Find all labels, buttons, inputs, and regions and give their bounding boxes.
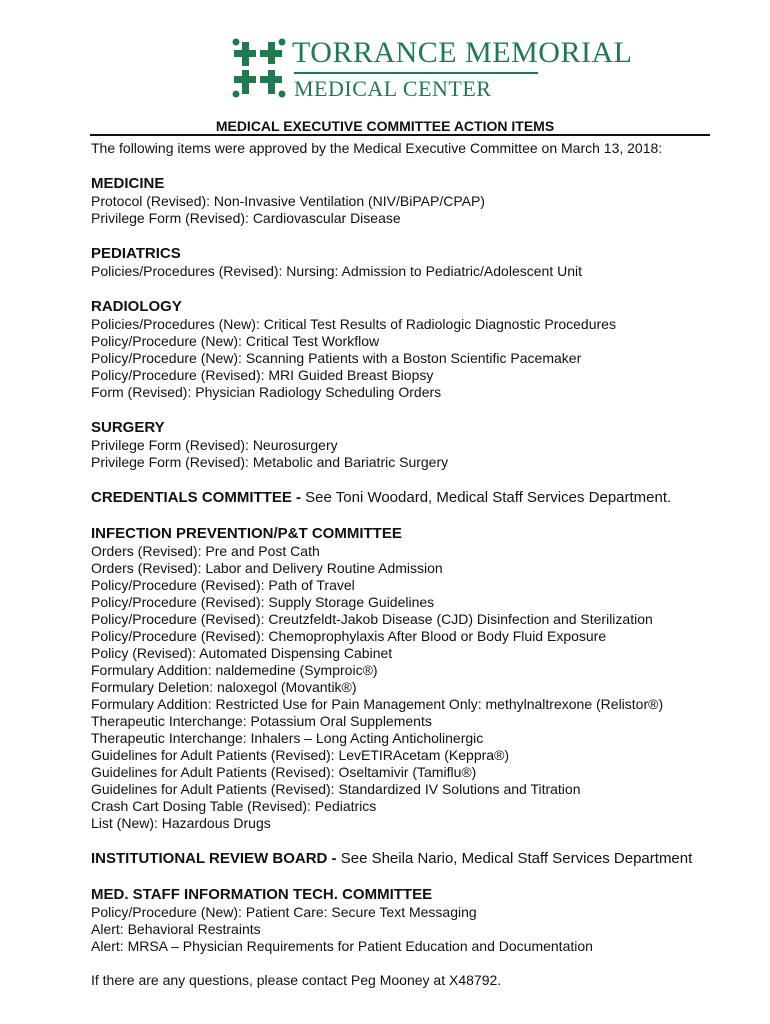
list-item: Alert: Behavioral Restraints (91, 921, 261, 937)
list-item: Guidelines for Adult Patients (Revised): LevETIRAcetam (Keppra®) (91, 747, 510, 763)
document-body (91, 174, 751, 989)
section-note: See Sheila Nario, Medical Staff Services Department (336, 850, 693, 867)
section-title: SURGERY (91, 419, 165, 436)
logo (232, 36, 633, 101)
section-note: See Toni Woodard, Medical Staff Services Department. (301, 489, 672, 506)
closing-note: If there are any questions, please contact Peg Mooney at X48792. (91, 972, 502, 988)
section-pediatrics (91, 244, 751, 280)
section-med-staff-it (91, 885, 751, 955)
section-title: RADIOLOGY (91, 298, 182, 315)
list-item: Alert: MRSA – Physician Requirements for Patient Education and Documentation (91, 938, 593, 954)
section-title: MEDICINE (91, 175, 165, 192)
section-title: MED. STAFF INFORMATION TECH. COMMITTEE (91, 886, 433, 903)
section-infection-prevention (91, 524, 751, 832)
list-item: Policies/Procedures (New): Critical Test Results of Radiologic Diagnostic Procedures (91, 316, 616, 332)
list-item: Policy/Procedure (Revised): Chemoprophylaxis After Blood or Body Fluid Exposure (91, 628, 607, 644)
list-item: Policy (Revised): Automated Dispensing Cabinet (91, 645, 393, 661)
list-item: Policy/Procedure (New): Scanning Patients with a Boston Scientific Pacemaker (91, 350, 582, 366)
section-irb (91, 849, 751, 868)
section-medicine (91, 174, 751, 227)
section-title: INFECTION PREVENTION/P&T COMMITTEE (91, 525, 402, 542)
section-surgery (91, 418, 751, 471)
list-item: Guidelines for Adult Patients (Revised): Standardized IV Solutions and Titration (91, 781, 581, 797)
list-item: Form (Revised): Physician Radiology Scheduling Orders (91, 384, 442, 400)
document-heading: MEDICAL EXECUTIVE COMMITTEE ACTION ITEMS (215, 118, 555, 134)
logo-subtitle: MEDICAL CENTER (294, 76, 492, 101)
logo-title: TORRANCE MEMORIAL (292, 36, 633, 69)
list-item: Therapeutic Interchange: Potassium Oral Supplements (91, 713, 432, 729)
section-title: INSTITUTIONAL REVIEW BOARD - (91, 850, 337, 867)
list-item: List (New): Hazardous Drugs (91, 815, 271, 831)
list-item: Policy/Procedure (Revised): Path of Travel (91, 577, 355, 593)
list-item: Formulary Addition: naldemedine (Symproic®) (91, 662, 378, 678)
list-item: Policy/Procedure (Revised): Creutzfeldt-Jakob Disease (CJD) Disinfection and Sterilization (91, 611, 653, 627)
list-item: Policy/Procedure (Revised): MRI Guided Breast Biopsy (91, 367, 434, 383)
section-title: CREDENTIALS COMMITTEE - (91, 489, 301, 506)
list-item: Formulary Deletion: naloxegol (Movantik®) (91, 679, 357, 695)
list-item: Guidelines for Adult Patients (Revised): Oseltamivir (Tamiflu®) (91, 764, 477, 780)
torrance-memorial-logo-icon (232, 36, 288, 100)
list-item: Orders (Revised): Pre and Post Cath (91, 543, 320, 559)
list-item: Privilege Form (Revised): Cardiovascular Disease (91, 210, 401, 226)
section-credentials (91, 488, 751, 507)
list-item: Policy/Procedure (New): Critical Test Workflow (91, 333, 380, 349)
logo-divider (294, 72, 538, 74)
list-item: Privilege Form (Revised): Metabolic and Bariatric Surgery (91, 454, 449, 470)
list-item: Privilege Form (Revised): Neurosurgery (91, 437, 338, 453)
section-radiology (91, 297, 751, 401)
list-item: Orders (Revised): Labor and Delivery Routine Admission (91, 560, 443, 576)
list-item: Therapeutic Interchange: Inhalers – Long Acting Anticholinergic (91, 730, 484, 746)
list-item: Policy/Procedure (New): Patient Care: Secure Text Messaging (91, 904, 477, 920)
section-title: PEDIATRICS (91, 245, 181, 262)
list-item: Policy/Procedure (Revised): Supply Storage Guidelines (91, 594, 435, 610)
heading-rule (90, 134, 710, 136)
list-item: Policies/Procedures (Revised): Nursing: Admission to Pediatric/Adolescent Unit (91, 263, 582, 279)
list-item: Formulary Addition: Restricted Use for Pain Management Only: methylnaltrexone (Relistor®) (91, 696, 664, 712)
intro-text: The following items were approved by the Medical Executive Committee on March 13, 2018: (91, 140, 663, 156)
list-item: Protocol (Revised): Non-Invasive Ventilation (NIV/BiPAP/CPAP) (91, 193, 485, 209)
list-item: Crash Cart Dosing Table (Revised): Pediatrics (91, 798, 377, 814)
